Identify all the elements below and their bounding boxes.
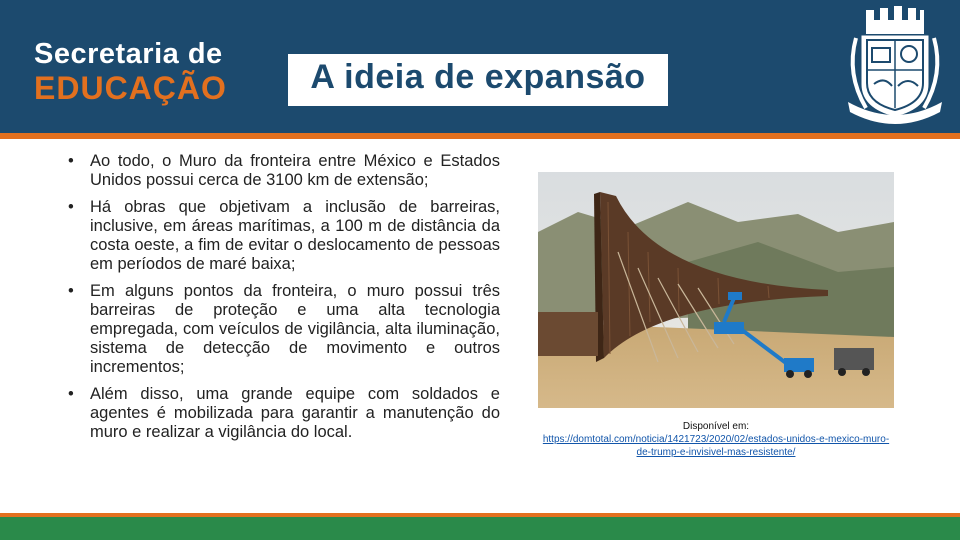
bullet-marker: • [68,385,74,403]
bullet-item [68,152,500,190]
bullet-marker: • [68,152,74,170]
source-link[interactable]: https://domtotal.com/noticia/1421723/2020/02/estados-unidos-e-mexico-muro-de-trump-e-invisivel-mas-resistente/ [542,434,890,458]
bullet-item [68,282,500,377]
bullet-text: Além disso, uma grande equipe com soldados e agentes é mobilizada para garantir a manutenção do muro e realizar a vigilância do local. [90,385,500,441]
image-caption [538,420,894,459]
nilopolis-seal-icon [836,4,954,128]
header-accent-stripe [0,133,960,139]
bullet-item [68,385,500,442]
bullet-marker: • [68,198,74,216]
footer-band [0,517,960,540]
logo-line-2: EDUCAÇÃO [34,70,227,106]
border-wall-photo [538,172,894,408]
bullet-marker: • [68,282,74,300]
logo-line-1: Secretaria de [34,38,223,70]
slide-title: A ideia de expansão [310,58,646,96]
bullet-list [68,152,500,450]
bullet-item [68,198,500,274]
bullet-text: Ao todo, o Muro da fronteira entre México e Estados Unidos possui cerca de 3100 km de extensão; [90,152,500,189]
bullet-text: Em alguns pontos da fronteira, o muro possui três barreiras de proteção e uma alta tecnologia empregada, com veículos de vigilância, alta iluminação, sistema de detecção de movimento e outros incrementos; [90,282,500,376]
bullet-text: Há obras que objetivam a inclusão de barreiras, inclusive, em áreas marítimas, a 100 m de distância da costa oeste, a fim de evitar o deslocamento de pessoas em períodos de maré baixa; [90,198,500,273]
caption-label: Disponível em: [682,421,750,432]
